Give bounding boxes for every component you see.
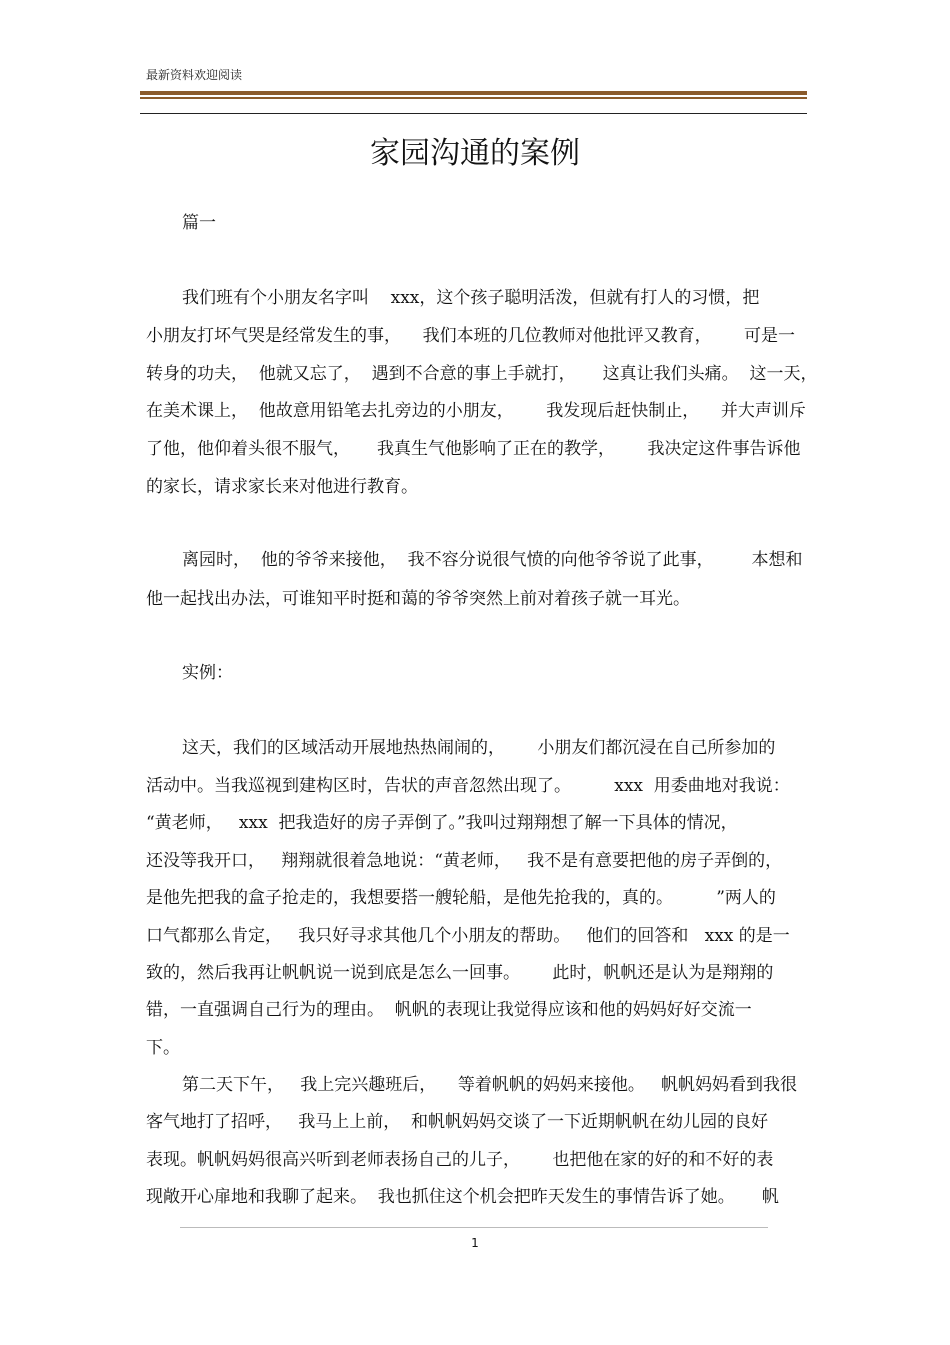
paragraph-line: 现敞开心扉地和我聊了起来。 我也抓住这个机会把昨天发生的事情告诉了她。 帆	[146, 1187, 779, 1207]
paragraph-line: 下。	[146, 1038, 180, 1058]
paragraph-line: 表现。帆帆妈妈很高兴听到老师表扬自己的儿子， 也把他在家的好的和不好的表	[146, 1150, 774, 1170]
paragraph-line: 是他先把我的盒子抢走的，我想要搭一艘轮船，是他先抢我的，真的。 ”两人的	[146, 888, 776, 908]
paragraph-line: “黄老师， xxx 把我造好的房子弄倒了。”我叫过翔翔想了解一下具体的情况，	[146, 813, 738, 833]
section-heading: 实例：	[182, 663, 233, 683]
paragraph-line: 客气地打了招呼， 我马上上前， 和帆帆妈妈交谈了一下近期帆帆在幼儿园的良好	[146, 1112, 769, 1132]
paragraph-line: 第二天下午， 我上完兴趣班后， 等着帆帆的妈妈来接他。 帆帆妈妈看到我很	[182, 1075, 798, 1095]
header-rule-thick	[140, 91, 807, 95]
paragraph-line: 错，一直强调自己行为的理由。 帆帆的表现让我觉得应该和他的妈妈好好交流一	[146, 1000, 752, 1020]
footer-rule	[180, 1227, 768, 1228]
paragraph-line: 这天，我们的区域活动开展地热热闹闹的， 小朋友们都沉浸在自己所参加的	[182, 738, 776, 758]
paragraph-line: 在美术课上， 他故意用铅笔去扎旁边的小朋友， 我发现后赶快制止， 并大声训斥	[146, 401, 806, 421]
paragraph-line: 离园时， 他的爷爷来接他， 我不容分说很气愤的向他爷爷说了此事， 本想和	[182, 550, 803, 570]
paragraph-line: 我们班有个小朋友名字叫 xxx，这个孩子聪明活泼，但就有打人的习惯，把	[182, 288, 760, 308]
document-title: 家园沟通的案例	[370, 136, 580, 171]
section-heading: 篇一	[182, 213, 216, 233]
header-rule-double	[140, 97, 807, 99]
paragraph-line: 致的，然后我再让帆帆说一说到底是怎么一回事。 此时，帆帆还是认为是翔翔的	[146, 963, 774, 983]
paragraph-line: 了他，他仰着头很不服气， 我真生气他影响了正在的教学， 我决定这件事告诉他	[146, 439, 801, 459]
header-text: 最新资料欢迎阅读	[146, 68, 243, 82]
header-rule-thin	[140, 113, 807, 114]
paragraph-line: 口气都那么肯定， 我只好寻求其他几个小朋友的帮助。 他们的回答和 xxx 的是一	[146, 926, 790, 946]
paragraph-line: 他一起找出办法，可谁知平时挺和蔼的爷爷突然上前对着孩子就一耳光。	[146, 589, 690, 609]
page-number: 1	[471, 1236, 479, 1250]
paragraph-line: 活动中。当我巡视到建构区时，告状的声音忽然出现了。 xxx 用委曲地对我说：	[146, 776, 790, 796]
paragraph-line: 还没等我开口， 翔翔就很着急地说：“黄老师， 我不是有意要把他的房子弄倒的，	[146, 851, 783, 871]
paragraph-line: 小朋友打坏气哭是经常发生的事， 我们本班的几位教师对他批评又教育， 可是一	[146, 326, 796, 346]
paragraph-line: 转身的功夫， 他就又忘了， 遇到不合意的事上手就打， 这真让我们头痛。 这一天，	[146, 364, 818, 384]
paragraph-line: 的家长，请求家长来对他进行教育。	[146, 477, 418, 497]
